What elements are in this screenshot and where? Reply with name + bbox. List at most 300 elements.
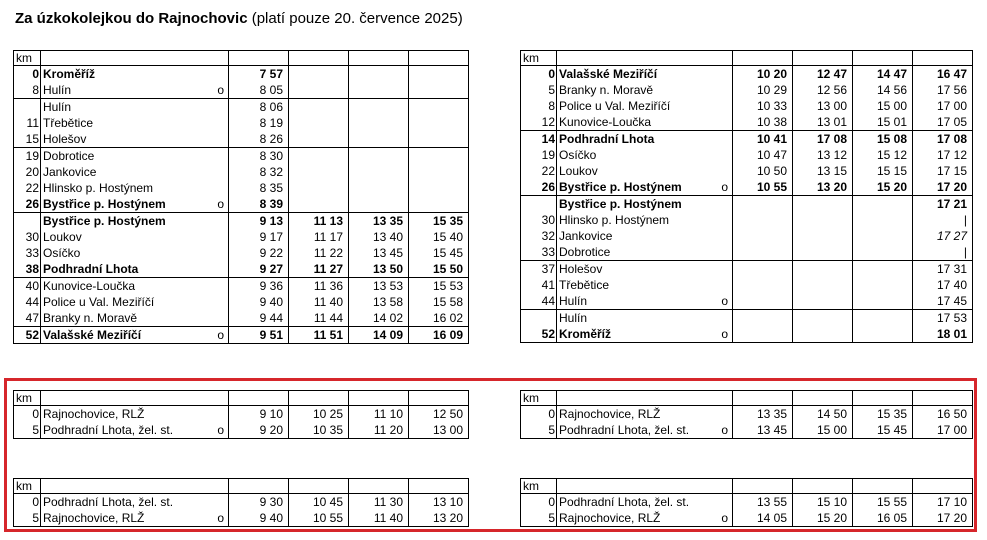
time-cell: 9 51 [229, 327, 289, 344]
table-row [521, 510, 973, 527]
time-cell: 15 45 [853, 422, 913, 439]
station-cell [557, 98, 733, 114]
station-cell [557, 66, 733, 83]
station-name: Podhradní Lhota [43, 262, 139, 276]
table-row [521, 326, 973, 343]
table-row [14, 229, 469, 245]
time-cell [409, 82, 469, 99]
header-cell [289, 479, 349, 494]
station-name: Dobrotice [559, 245, 611, 259]
time-cell: 13 35 [733, 406, 793, 423]
table-row [521, 406, 973, 423]
station-name: Loukov [43, 230, 82, 244]
time-cell: 9 17 [229, 229, 289, 245]
table-row [14, 66, 469, 83]
header-cell [349, 51, 409, 66]
time-cell: 15 08 [853, 131, 913, 148]
time-cell [793, 244, 853, 261]
table-row [14, 278, 469, 295]
station-cell [557, 293, 733, 310]
time-cell [409, 115, 469, 131]
time-cell [733, 293, 793, 310]
time-cell: 8 05 [229, 82, 289, 99]
request-stop-mark: o [217, 83, 224, 97]
km-cell: 15 [14, 131, 41, 148]
request-stop-mark: o [217, 511, 224, 525]
time-cell: 17 08 [913, 131, 973, 148]
time-cell: 13 40 [349, 229, 409, 245]
time-cell [289, 66, 349, 83]
time-cell: 11 44 [289, 310, 349, 327]
time-cell [853, 293, 913, 310]
request-stop-mark: o [721, 327, 728, 341]
header-cell [349, 479, 409, 494]
km-cell: 38 [14, 261, 41, 278]
station-name: Branky n. Moravě [559, 83, 654, 97]
station-name: Valašské Meziříčí [43, 328, 142, 342]
time-cell: 8 19 [229, 115, 289, 131]
table-row [14, 99, 469, 116]
request-stop-mark: o [721, 180, 728, 194]
station-cell [41, 164, 229, 180]
header-cell [853, 51, 913, 66]
time-cell [793, 310, 853, 327]
header-cell [349, 391, 409, 406]
station-cell [557, 147, 733, 163]
time-cell: 15 53 [409, 278, 469, 295]
time-cell: 10 50 [733, 163, 793, 179]
station-name: Dobrotice [43, 149, 95, 163]
station-cell [557, 261, 733, 278]
time-cell: 16 50 [913, 406, 973, 423]
km-cell: 19 [521, 147, 557, 163]
station-cell [41, 406, 229, 423]
header-row [14, 391, 469, 406]
station-name: Valašské Meziříčí [559, 67, 658, 81]
time-cell: 17 08 [793, 131, 853, 148]
station-cell [41, 229, 229, 245]
table-row [14, 406, 469, 423]
km-cell: 5 [521, 422, 557, 439]
time-cell: 13 00 [409, 422, 469, 439]
time-cell [349, 99, 409, 116]
time-cell [853, 196, 913, 213]
time-cell: 15 01 [853, 114, 913, 131]
station-name: Kunovice-Loučka [559, 115, 652, 129]
time-cell [733, 196, 793, 213]
header-cell [41, 51, 229, 66]
header-cell [853, 391, 913, 406]
header-row [521, 479, 973, 494]
header-cell [793, 51, 853, 66]
time-cell: 10 38 [733, 114, 793, 131]
header-cell [557, 51, 733, 66]
time-cell: 10 55 [289, 510, 349, 527]
table-row [521, 293, 973, 310]
time-cell: 17 27 [913, 228, 973, 244]
time-cell: 11 36 [289, 278, 349, 295]
time-cell: 17 15 [913, 163, 973, 179]
time-cell: 15 12 [853, 147, 913, 163]
station-cell [557, 179, 733, 196]
timetable-lhota-rajnochovice-pm [520, 478, 973, 527]
time-cell: 17 00 [913, 422, 973, 439]
time-cell [409, 180, 469, 196]
time-cell: 14 50 [793, 406, 853, 423]
station-cell [557, 114, 733, 131]
time-cell: 10 55 [733, 179, 793, 196]
time-cell: 12 50 [409, 406, 469, 423]
time-cell [289, 115, 349, 131]
time-cell: 14 56 [853, 82, 913, 98]
request-stop-mark: o [721, 423, 728, 437]
time-cell: 17 12 [913, 147, 973, 163]
km-cell: 33 [521, 244, 557, 261]
time-cell: 17 31 [913, 261, 973, 278]
table-row [521, 494, 973, 511]
table-row [14, 494, 469, 511]
time-cell: 8 06 [229, 99, 289, 116]
time-cell [409, 164, 469, 180]
title-main: Za úzkokolejkou do Rajnochovic [15, 10, 248, 27]
header-cell [853, 479, 913, 494]
time-cell: 13 35 [349, 213, 409, 230]
table-row [521, 98, 973, 114]
time-cell: 13 58 [349, 294, 409, 310]
page-title [15, 10, 463, 27]
station-cell [557, 406, 733, 423]
time-cell: 15 10 [793, 494, 853, 511]
station-name: Loukov [559, 164, 598, 178]
time-cell: 14 09 [349, 327, 409, 344]
time-cell: 13 20 [793, 179, 853, 196]
station-cell [557, 82, 733, 98]
time-cell: 17 00 [913, 98, 973, 114]
time-cell: 10 35 [289, 422, 349, 439]
time-cell: 11 40 [289, 294, 349, 310]
header-cell [289, 391, 349, 406]
station-cell [41, 213, 229, 230]
station-name: Branky n. Moravě [43, 311, 138, 325]
table-row [521, 179, 973, 196]
time-cell: 8 32 [229, 164, 289, 180]
station-name: Holešov [559, 262, 603, 276]
station-cell [41, 494, 229, 511]
table-row [521, 163, 973, 179]
time-cell: 15 35 [409, 213, 469, 230]
km-cell: 14 [521, 131, 557, 148]
table-row [14, 261, 469, 278]
time-cell: 11 51 [289, 327, 349, 344]
header-cell [733, 51, 793, 66]
time-cell [289, 164, 349, 180]
time-cell: 17 10 [913, 494, 973, 511]
km-cell: 52 [521, 326, 557, 343]
header-cell [733, 391, 793, 406]
time-cell [853, 277, 913, 293]
station-cell [41, 422, 229, 439]
table-row [14, 510, 469, 527]
time-cell [733, 277, 793, 293]
station-cell [41, 310, 229, 327]
time-cell [409, 99, 469, 116]
time-cell: 9 10 [229, 406, 289, 423]
header-cell [289, 51, 349, 66]
time-cell: 17 40 [913, 277, 973, 293]
timetable-valmez-kromeriz [520, 50, 973, 343]
time-cell [349, 131, 409, 148]
time-cell: 15 35 [853, 406, 913, 423]
time-cell [793, 228, 853, 244]
table-row [521, 114, 973, 131]
station-name: Osíčko [559, 148, 597, 162]
station-name: Podhradní Lhota, žel. st. [559, 495, 690, 509]
time-cell: 16 02 [409, 310, 469, 327]
station-name: Rajnochovice, RLŽ [43, 511, 145, 525]
time-cell: 15 15 [853, 163, 913, 179]
station-cell [41, 327, 229, 344]
time-cell: 8 26 [229, 131, 289, 148]
station-name: Kroměříž [43, 67, 96, 81]
table-row [521, 212, 973, 228]
table-row [521, 422, 973, 439]
time-cell: 17 21 [913, 196, 973, 213]
time-cell: 10 33 [733, 98, 793, 114]
time-cell: 10 25 [289, 406, 349, 423]
station-cell [557, 196, 733, 213]
station-name: Podhradní Lhota, žel. st. [43, 423, 174, 437]
time-cell: 15 00 [853, 98, 913, 114]
station-name: Rajnochovice, RLŽ [559, 407, 661, 421]
header-cell [913, 391, 973, 406]
time-cell: 15 20 [853, 179, 913, 196]
time-cell [853, 228, 913, 244]
km-cell: 0 [521, 494, 557, 511]
km-cell: 30 [14, 229, 41, 245]
request-stop-mark: o [721, 294, 728, 308]
time-cell [793, 293, 853, 310]
time-cell: 9 40 [229, 294, 289, 310]
table-row [14, 131, 469, 148]
time-cell: | [913, 212, 973, 228]
time-cell [349, 82, 409, 99]
station-cell [557, 228, 733, 244]
time-cell: 14 47 [853, 66, 913, 83]
table-row [521, 131, 973, 148]
km-cell: 0 [14, 66, 41, 83]
time-cell: 10 20 [733, 66, 793, 83]
station-cell [557, 212, 733, 228]
time-cell [733, 228, 793, 244]
km-cell: 20 [14, 164, 41, 180]
header-cell [229, 391, 289, 406]
time-cell: 9 22 [229, 245, 289, 261]
station-name: Bystřice p. Hostýnem [559, 197, 682, 211]
station-name: Holešov [43, 132, 87, 146]
time-cell: 17 53 [913, 310, 973, 327]
time-cell: 13 01 [793, 114, 853, 131]
table-row [14, 310, 469, 327]
time-cell: 13 10 [409, 494, 469, 511]
km-cell: 5 [521, 82, 557, 98]
time-cell: 13 12 [793, 147, 853, 163]
km-cell: 22 [521, 163, 557, 179]
time-cell [853, 244, 913, 261]
header-cell [733, 479, 793, 494]
km-header: km [14, 391, 41, 406]
table-row [521, 147, 973, 163]
km-header: km [521, 51, 557, 66]
time-cell: 15 58 [409, 294, 469, 310]
time-cell [289, 131, 349, 148]
station-cell [557, 494, 733, 511]
station-cell [557, 310, 733, 327]
time-cell: 13 20 [409, 510, 469, 527]
time-cell: 11 13 [289, 213, 349, 230]
station-cell [557, 510, 733, 527]
header-cell [409, 391, 469, 406]
time-cell: 13 00 [793, 98, 853, 114]
time-cell: 15 00 [793, 422, 853, 439]
km-cell: 8 [521, 98, 557, 114]
header-cell [229, 51, 289, 66]
table-row [14, 245, 469, 261]
time-cell [853, 326, 913, 343]
time-cell: 7 57 [229, 66, 289, 83]
time-cell: 9 40 [229, 510, 289, 527]
km-cell: 5 [14, 422, 41, 439]
time-cell [793, 277, 853, 293]
header-row [521, 391, 973, 406]
time-cell [853, 212, 913, 228]
time-cell [409, 148, 469, 165]
timetable-rajnochovice-lhota-am [13, 390, 469, 439]
station-cell [41, 294, 229, 310]
km-cell: 5 [14, 510, 41, 527]
request-stop-mark: o [217, 197, 224, 211]
table-row [14, 82, 469, 99]
km-cell: 22 [14, 180, 41, 196]
table-row [521, 228, 973, 244]
time-cell: 17 45 [913, 293, 973, 310]
table-row [521, 261, 973, 278]
time-cell: 14 05 [733, 510, 793, 527]
station-name: Hlinsko p. Hostýnem [559, 213, 670, 227]
km-cell: 5 [521, 510, 557, 527]
station-name: Třebětice [559, 278, 610, 292]
time-cell: 10 45 [289, 494, 349, 511]
time-cell [853, 310, 913, 327]
time-cell: 17 56 [913, 82, 973, 98]
time-cell: 8 30 [229, 148, 289, 165]
time-cell [289, 82, 349, 99]
header-cell [229, 479, 289, 494]
km-cell: 8 [14, 82, 41, 99]
time-cell [349, 115, 409, 131]
station-name: Hulín [559, 294, 588, 308]
time-cell [793, 261, 853, 278]
station-name: Třebětice [43, 116, 94, 130]
station-name: Podhradní Lhota [559, 132, 655, 146]
km-cell [521, 310, 557, 327]
time-cell: 13 50 [349, 261, 409, 278]
time-cell [853, 261, 913, 278]
station-name: Bystřice p. Hostýnem [559, 180, 682, 194]
time-cell: 13 53 [349, 278, 409, 295]
time-cell: 13 45 [349, 245, 409, 261]
time-cell: 9 44 [229, 310, 289, 327]
time-cell: 9 27 [229, 261, 289, 278]
km-cell: 12 [521, 114, 557, 131]
time-cell: 11 40 [349, 510, 409, 527]
km-cell: 47 [14, 310, 41, 327]
station-name: Podhradní Lhota, žel. st. [43, 495, 174, 509]
km-cell: 11 [14, 115, 41, 131]
time-cell: 17 05 [913, 114, 973, 131]
time-cell [289, 148, 349, 165]
header-cell [409, 51, 469, 66]
station-cell [41, 245, 229, 261]
time-cell: 15 45 [409, 245, 469, 261]
station-cell [41, 99, 229, 116]
table-row [521, 277, 973, 293]
time-cell: 15 40 [409, 229, 469, 245]
time-cell: 9 30 [229, 494, 289, 511]
station-cell [41, 148, 229, 165]
time-cell: 11 10 [349, 406, 409, 423]
km-cell [521, 196, 557, 213]
km-cell: 26 [521, 179, 557, 196]
km-cell: 0 [521, 66, 557, 83]
station-name: Osíčko [43, 246, 81, 260]
time-cell [733, 212, 793, 228]
station-name: Rajnochovice, RLŽ [559, 511, 661, 525]
time-cell [409, 196, 469, 213]
time-cell: 17 20 [913, 510, 973, 527]
station-cell [41, 180, 229, 196]
station-cell [557, 244, 733, 261]
km-cell: 0 [521, 406, 557, 423]
time-cell: 11 20 [349, 422, 409, 439]
table-row [14, 180, 469, 196]
station-cell [557, 163, 733, 179]
time-cell [349, 196, 409, 213]
header-cell [41, 391, 229, 406]
header-row [14, 479, 469, 494]
time-cell: 8 35 [229, 180, 289, 196]
station-cell [41, 261, 229, 278]
header-cell [557, 391, 733, 406]
header-cell [793, 391, 853, 406]
station-cell [41, 82, 229, 99]
time-cell [733, 310, 793, 327]
km-cell [14, 99, 41, 116]
station-name: Jankovice [43, 165, 97, 179]
station-cell [41, 115, 229, 131]
timetable-rajnochovice-lhota-pm [520, 390, 973, 439]
header-cell [913, 51, 973, 66]
table-row [521, 196, 973, 213]
station-name: Kroměříž [559, 327, 612, 341]
table-row [14, 196, 469, 213]
time-cell: 10 29 [733, 82, 793, 98]
time-cell [793, 212, 853, 228]
table-row [521, 244, 973, 261]
time-cell: 12 56 [793, 82, 853, 98]
station-name: Hulín [43, 83, 72, 97]
station-name: Police u Val. Meziříčí [559, 99, 671, 113]
request-stop-mark: o [217, 328, 224, 342]
